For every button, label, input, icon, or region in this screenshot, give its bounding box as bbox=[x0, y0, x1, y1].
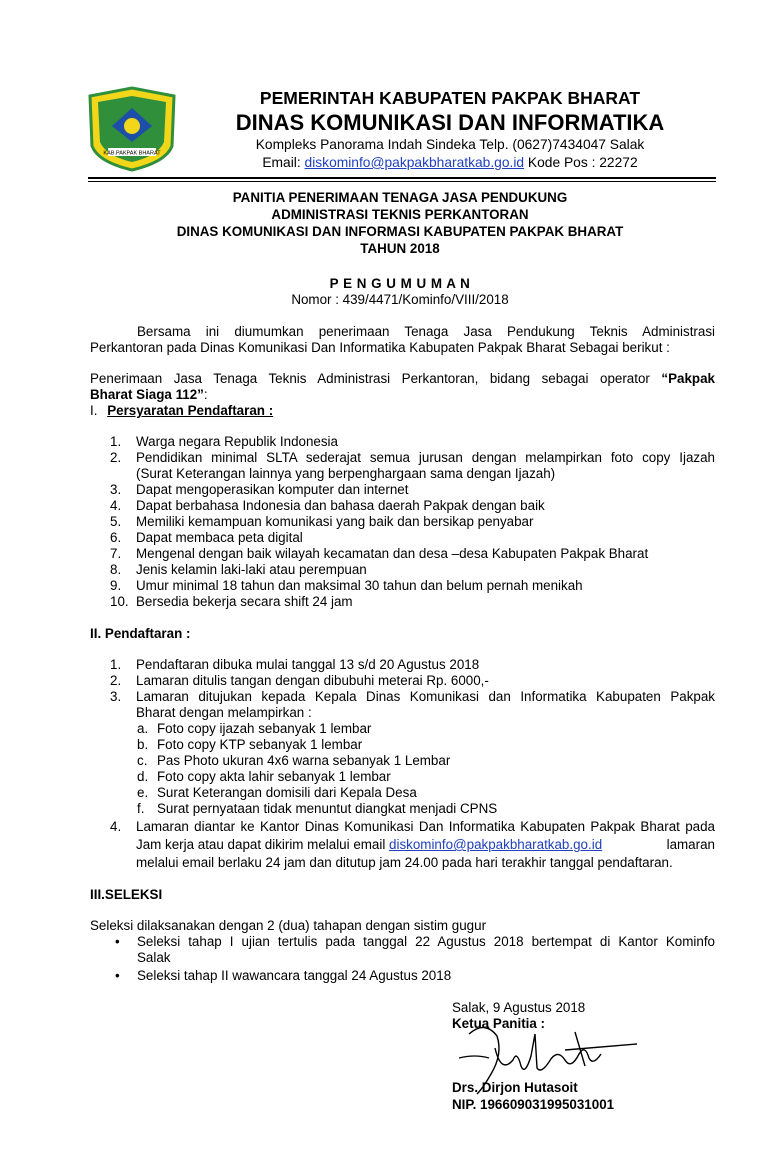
agency-address: Kompleks Panorama Indah Sindeka Telp. (0627)7434047 Salak bbox=[255, 137, 645, 152]
committee-line-4: TAHUN 2018 bbox=[360, 241, 440, 256]
agency-name: DINAS KOMUNIKASI DAN INFORMATIKA bbox=[235, 110, 665, 135]
signatory-nip: NIP. 196609031995031001 bbox=[452, 1097, 615, 1112]
recruitment-text: Penerimaan Jasa Tenaga Teknis Administrasi Perkantoran, bidang sebagai operator bbox=[90, 371, 662, 386]
logo-text: KAB.PAKPAK BHARAT bbox=[103, 150, 161, 157]
section1-numeral: I. bbox=[90, 403, 98, 418]
recruitment-colon: : bbox=[203, 387, 208, 402]
intro-line-1: Bersama ini diumumkan penerimaan Tenaga Jasa Pendukung Teknis Administrasi bbox=[137, 324, 715, 339]
section2-heading: II. Pendaftaran : bbox=[90, 626, 191, 641]
program-name-part1: “Pakpak bbox=[661, 371, 715, 386]
announcement-number: Nomor : 439/4471/Kominfo/VIII/2018 bbox=[291, 292, 509, 307]
regency-logo bbox=[86, 86, 178, 172]
header-divider bbox=[88, 177, 716, 179]
signature-role: Ketua Panitia : bbox=[452, 1016, 546, 1031]
committee-line-3: DINAS KOMUNIKASI DAN INFORMASI KABUPATEN PAKPAK BHARAT bbox=[176, 224, 624, 239]
header-divider-thin bbox=[88, 181, 716, 182]
email-instruction: Jam kerja atau dapat dikirim melalui email bbox=[136, 837, 390, 852]
section1-title: Persyaratan Pendaftaran : bbox=[107, 403, 274, 418]
signature-place-date: Salak, 9 Agustus 2018 bbox=[452, 1000, 586, 1015]
selection-intro: Seleksi dilaksanakan dengan 2 (dua) tahapan dengan sistim gugur bbox=[90, 918, 487, 933]
signatory-name: Drs. Dirjon Hutasoit bbox=[452, 1080, 578, 1095]
committee-line-1: PANITIA PENERIMAAN TENAGA JASA PENDUKUNG bbox=[232, 190, 568, 205]
email-instruction-tail: lamaran bbox=[666, 837, 715, 852]
intro-line-2: Perkantoran pada Dinas Komunikasi Dan Informatika Kabupaten Pakpak Bharat Sebagai berikut : bbox=[90, 340, 670, 355]
announcement-title: P E N G U M U M A N bbox=[329, 276, 471, 291]
bullet-icon: • bbox=[115, 934, 120, 949]
government-name: PEMERINTAH KABUPATEN PAKPAK BHARAT bbox=[259, 88, 641, 108]
program-name-part2: Bharat Siaga 112” bbox=[90, 387, 204, 402]
agency-contact bbox=[220, 155, 680, 170]
recruitment-paragraph bbox=[90, 371, 715, 403]
section3-heading: III.SELEKSI bbox=[90, 887, 163, 902]
bullet-icon: • bbox=[115, 968, 120, 983]
agency-email-link[interactable]: diskominfo@pakpakbharatkab.go.id bbox=[304, 155, 525, 170]
section1-heading bbox=[90, 403, 273, 419]
committee-line-2: ADMINISTRASI TEKNIS PERKANTORAN bbox=[271, 207, 529, 222]
postcode: Kode Pos : 22272 bbox=[524, 155, 638, 170]
email-label: Email: bbox=[262, 155, 305, 170]
application-email-link[interactable]: diskominfo@pakpakbharatkab.go.id bbox=[389, 837, 603, 852]
